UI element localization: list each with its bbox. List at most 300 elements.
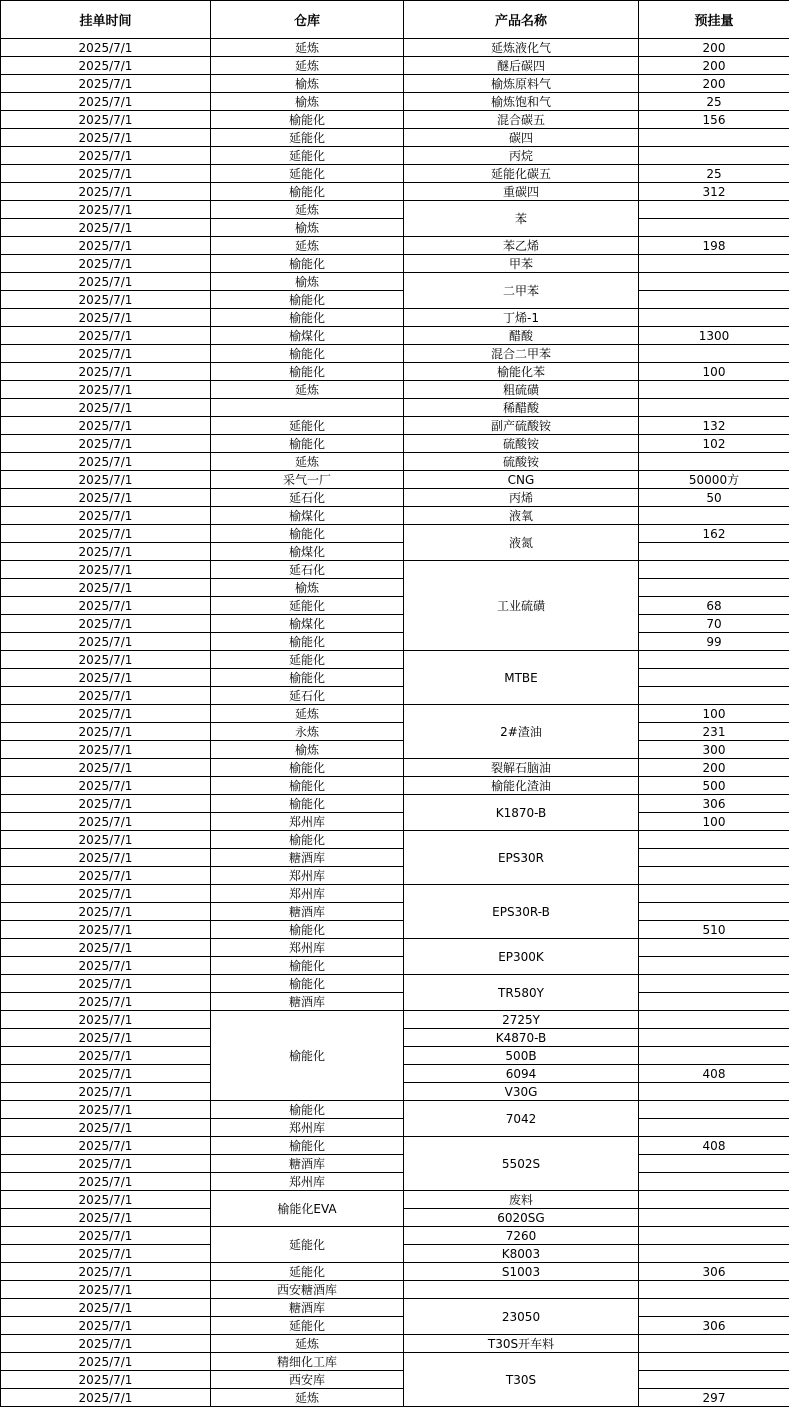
quantity-cell — [639, 1047, 789, 1065]
quantity-cell — [639, 1227, 789, 1245]
date-cell: 2025/7/1 — [1, 741, 211, 759]
warehouse-cell: 延能化 — [211, 417, 404, 435]
table-row — [1, 417, 789, 435]
table-row — [1, 165, 789, 183]
quantity-cell — [639, 291, 789, 309]
warehouse-cell: 榆炼 — [211, 579, 404, 597]
date-cell: 2025/7/1 — [1, 435, 211, 453]
table-row — [1, 597, 789, 615]
warehouse-cell: 榆能化 — [211, 183, 404, 201]
warehouse-cell: 延炼 — [211, 201, 404, 219]
warehouse-cell: 永炼 — [211, 723, 404, 741]
date-cell: 2025/7/1 — [1, 1209, 211, 1227]
warehouse-cell: 延能化 — [211, 1227, 404, 1263]
warehouse-cell: 延能化 — [211, 165, 404, 183]
table-row — [1, 471, 789, 489]
product-cell: K1870-B — [404, 795, 639, 831]
warehouse-cell: 糖酒库 — [211, 1299, 404, 1317]
quantity-cell: 162 — [639, 525, 789, 543]
quantity-cell: 306 — [639, 795, 789, 813]
date-cell: 2025/7/1 — [1, 1047, 211, 1065]
table-row — [1, 1011, 789, 1029]
date-cell: 2025/7/1 — [1, 867, 211, 885]
warehouse-cell: 榆能化 — [211, 1137, 404, 1155]
table-row — [1, 759, 789, 777]
warehouse-cell: 榆能化 — [211, 669, 404, 687]
warehouse-cell: 郑州库 — [211, 1173, 404, 1191]
quantity-cell — [639, 1173, 789, 1191]
warehouse-cell: 糖酒库 — [211, 1155, 404, 1173]
quantity-cell — [639, 201, 789, 219]
product-cell: 醋酸 — [404, 327, 639, 345]
quantity-cell — [639, 867, 789, 885]
warehouse-cell: 榆能化 — [211, 975, 404, 993]
date-cell: 2025/7/1 — [1, 1227, 211, 1245]
date-cell: 2025/7/1 — [1, 291, 211, 309]
quantity-cell — [639, 993, 789, 1011]
table-row — [1, 507, 789, 525]
product-cell: EP300K — [404, 939, 639, 975]
date-cell: 2025/7/1 — [1, 1173, 211, 1191]
table-row — [1, 111, 789, 129]
table-row — [1, 1173, 789, 1191]
warehouse-cell: 榆能化EVA — [211, 1191, 404, 1227]
warehouse-cell: 延炼 — [211, 1389, 404, 1407]
table-row — [1, 1299, 789, 1317]
table-row — [1, 957, 789, 975]
quantity-cell: 1300 — [639, 327, 789, 345]
warehouse-cell: 延能化 — [211, 129, 404, 147]
table-row — [1, 75, 789, 93]
warehouse-cell: 榆能化 — [211, 1011, 404, 1101]
product-cell: 延能化碳五 — [404, 165, 639, 183]
table-row — [1, 345, 789, 363]
warehouse-cell: 榆煤化 — [211, 615, 404, 633]
date-cell: 2025/7/1 — [1, 75, 211, 93]
date-cell: 2025/7/1 — [1, 831, 211, 849]
header-quantity: 预挂量 — [639, 1, 789, 39]
table-row — [1, 1119, 789, 1137]
table-row — [1, 489, 789, 507]
quantity-cell — [639, 1011, 789, 1029]
product-cell: K8003 — [404, 1245, 639, 1263]
warehouse-cell: 郑州库 — [211, 885, 404, 903]
table-row — [1, 237, 789, 255]
warehouse-cell: 榆能化 — [211, 795, 404, 813]
table-row — [1, 39, 789, 57]
quantity-cell: 100 — [639, 705, 789, 723]
warehouse-cell: 榆能化 — [211, 777, 404, 795]
product-cell: 裂解石脑油 — [404, 759, 639, 777]
date-cell: 2025/7/1 — [1, 273, 211, 291]
product-cell: 7042 — [404, 1101, 639, 1137]
date-cell: 2025/7/1 — [1, 1065, 211, 1083]
product-cell: 500B — [404, 1047, 639, 1065]
warehouse-cell: 榆能化 — [211, 309, 404, 327]
quantity-cell: 99 — [639, 633, 789, 651]
table-row — [1, 1137, 789, 1155]
quantity-cell — [639, 1029, 789, 1047]
table-row — [1, 1371, 789, 1389]
table-row — [1, 579, 789, 597]
warehouse-cell: 榆能化 — [211, 111, 404, 129]
date-cell: 2025/7/1 — [1, 327, 211, 345]
date-cell: 2025/7/1 — [1, 1137, 211, 1155]
date-cell: 2025/7/1 — [1, 1083, 211, 1101]
date-cell: 2025/7/1 — [1, 57, 211, 75]
product-cell: 液氮 — [404, 525, 639, 561]
warehouse-cell: 榆能化 — [211, 345, 404, 363]
warehouse-cell: 郑州库 — [211, 1119, 404, 1137]
table-row — [1, 633, 789, 651]
table-row — [1, 93, 789, 111]
warehouse-cell: 延石化 — [211, 687, 404, 705]
quantity-cell — [639, 903, 789, 921]
product-cell: 苯 — [404, 201, 639, 237]
quantity-cell — [639, 1353, 789, 1371]
table-row — [1, 273, 789, 291]
quantity-cell — [639, 1101, 789, 1119]
date-cell: 2025/7/1 — [1, 1317, 211, 1335]
product-cell: 2725Y — [404, 1011, 639, 1029]
date-cell: 2025/7/1 — [1, 777, 211, 795]
date-cell: 2025/7/1 — [1, 93, 211, 111]
product-cell: 榆炼原料气 — [404, 75, 639, 93]
quantity-cell — [639, 399, 789, 417]
quantity-cell — [639, 1335, 789, 1353]
product-cell: 6020SG — [404, 1209, 639, 1227]
date-cell: 2025/7/1 — [1, 1011, 211, 1029]
product-cell: 2#渣油 — [404, 705, 639, 759]
quantity-cell: 312 — [639, 183, 789, 201]
product-cell: 稀醋酸 — [404, 399, 639, 417]
warehouse-cell: 延炼 — [211, 39, 404, 57]
warehouse-cell: 榆能化 — [211, 1101, 404, 1119]
date-cell: 2025/7/1 — [1, 993, 211, 1011]
table-row — [1, 1155, 789, 1173]
date-cell: 2025/7/1 — [1, 1335, 211, 1353]
warehouse-cell: 郑州库 — [211, 939, 404, 957]
date-cell: 2025/7/1 — [1, 1263, 211, 1281]
header-product: 产品名称 — [404, 1, 639, 39]
date-cell: 2025/7/1 — [1, 1371, 211, 1389]
warehouse-cell: 西安糖酒库 — [211, 1281, 404, 1299]
date-cell: 2025/7/1 — [1, 219, 211, 237]
date-cell: 2025/7/1 — [1, 363, 211, 381]
table-row — [1, 1101, 789, 1119]
quantity-cell: 408 — [639, 1065, 789, 1083]
date-cell: 2025/7/1 — [1, 813, 211, 831]
warehouse-cell: 郑州库 — [211, 813, 404, 831]
product-cell: 碳四 — [404, 129, 639, 147]
table-row — [1, 723, 789, 741]
warehouse-cell: 延炼 — [211, 381, 404, 399]
warehouse-cell: 延炼 — [211, 705, 404, 723]
date-cell: 2025/7/1 — [1, 489, 211, 507]
quantity-cell — [639, 345, 789, 363]
warehouse-cell: 榆炼 — [211, 273, 404, 291]
date-cell: 2025/7/1 — [1, 669, 211, 687]
table-row — [1, 57, 789, 75]
product-cell: V30G — [404, 1083, 639, 1101]
quantity-cell: 50000方 — [639, 471, 789, 489]
quantity-cell — [639, 651, 789, 669]
table-row — [1, 1353, 789, 1371]
product-cell: 榆能化渣油 — [404, 777, 639, 795]
date-cell: 2025/7/1 — [1, 129, 211, 147]
table-row — [1, 1335, 789, 1353]
quantity-cell — [639, 1281, 789, 1299]
date-cell: 2025/7/1 — [1, 1281, 211, 1299]
warehouse-cell: 精细化工库 — [211, 1353, 404, 1371]
product-cell: 甲苯 — [404, 255, 639, 273]
quantity-cell — [639, 687, 789, 705]
product-cell: 醚后碳四 — [404, 57, 639, 75]
product-cell: 粗硫磺 — [404, 381, 639, 399]
table-row — [1, 453, 789, 471]
quantity-cell: 297 — [639, 1389, 789, 1407]
product-cell: 丁烯-1 — [404, 309, 639, 327]
warehouse-cell: 榆能化 — [211, 633, 404, 651]
table-row — [1, 561, 789, 579]
date-cell: 2025/7/1 — [1, 471, 211, 489]
date-cell: 2025/7/1 — [1, 615, 211, 633]
table-row — [1, 543, 789, 561]
product-cell: 混合二甲苯 — [404, 345, 639, 363]
product-cell: T30S — [404, 1353, 639, 1407]
date-cell: 2025/7/1 — [1, 705, 211, 723]
quantity-cell — [639, 309, 789, 327]
table-row — [1, 1281, 789, 1299]
date-cell: 2025/7/1 — [1, 561, 211, 579]
quantity-cell — [639, 381, 789, 399]
warehouse-cell: 延炼 — [211, 57, 404, 75]
date-cell: 2025/7/1 — [1, 723, 211, 741]
product-cell: EPS30R-B — [404, 885, 639, 939]
date-cell: 2025/7/1 — [1, 651, 211, 669]
table-row — [1, 831, 789, 849]
quantity-cell — [639, 543, 789, 561]
quantity-cell — [639, 129, 789, 147]
warehouse-cell: 延能化 — [211, 1263, 404, 1281]
date-cell: 2025/7/1 — [1, 237, 211, 255]
quantity-cell: 25 — [639, 165, 789, 183]
date-cell: 2025/7/1 — [1, 1299, 211, 1317]
date-cell: 2025/7/1 — [1, 1119, 211, 1137]
table-row — [1, 705, 789, 723]
warehouse-cell: 榆能化 — [211, 363, 404, 381]
date-cell: 2025/7/1 — [1, 921, 211, 939]
warehouse-cell: 榆能化 — [211, 921, 404, 939]
date-cell: 2025/7/1 — [1, 795, 211, 813]
table-row — [1, 669, 789, 687]
quantity-cell: 156 — [639, 111, 789, 129]
quantity-cell — [639, 849, 789, 867]
date-cell: 2025/7/1 — [1, 1029, 211, 1047]
product-cell: 重碳四 — [404, 183, 639, 201]
quantity-cell — [639, 939, 789, 957]
quantity-cell — [639, 669, 789, 687]
table-row — [1, 1227, 789, 1245]
quantity-cell — [639, 975, 789, 993]
quantity-cell: 132 — [639, 417, 789, 435]
table-row — [1, 849, 789, 867]
product-cell: 丙烷 — [404, 147, 639, 165]
date-cell: 2025/7/1 — [1, 111, 211, 129]
date-cell: 2025/7/1 — [1, 381, 211, 399]
date-cell: 2025/7/1 — [1, 165, 211, 183]
date-cell: 2025/7/1 — [1, 1191, 211, 1209]
product-cell: 23050 — [404, 1299, 639, 1335]
quantity-cell — [639, 1245, 789, 1263]
table-row — [1, 777, 789, 795]
date-cell: 2025/7/1 — [1, 255, 211, 273]
warehouse-cell: 榆能化 — [211, 435, 404, 453]
table-row — [1, 255, 789, 273]
product-cell: 二甲苯 — [404, 273, 639, 309]
warehouse-cell: 延能化 — [211, 1317, 404, 1335]
product-cell: 硫酸铵 — [404, 435, 639, 453]
date-cell: 2025/7/1 — [1, 183, 211, 201]
product-cell: 榆能化苯 — [404, 363, 639, 381]
quantity-cell — [639, 219, 789, 237]
warehouse-cell: 采气一厂 — [211, 471, 404, 489]
quantity-cell — [639, 147, 789, 165]
product-cell: MTBE — [404, 651, 639, 705]
quantity-cell: 231 — [639, 723, 789, 741]
table-row — [1, 309, 789, 327]
date-cell: 2025/7/1 — [1, 399, 211, 417]
quantity-cell: 500 — [639, 777, 789, 795]
warehouse-cell: 榆能化 — [211, 831, 404, 849]
table-row — [1, 921, 789, 939]
warehouse-cell: 延能化 — [211, 147, 404, 165]
date-cell: 2025/7/1 — [1, 201, 211, 219]
table-row — [1, 885, 789, 903]
date-cell: 2025/7/1 — [1, 939, 211, 957]
warehouse-cell: 榆炼 — [211, 75, 404, 93]
quantity-cell: 102 — [639, 435, 789, 453]
warehouse-cell: 榆煤化 — [211, 507, 404, 525]
date-cell: 2025/7/1 — [1, 1389, 211, 1407]
quantity-cell: 100 — [639, 363, 789, 381]
table-row — [1, 1191, 789, 1209]
date-cell: 2025/7/1 — [1, 453, 211, 471]
table-row — [1, 939, 789, 957]
product-cell — [404, 1281, 639, 1299]
table-row — [1, 687, 789, 705]
table-row — [1, 975, 789, 993]
date-cell: 2025/7/1 — [1, 543, 211, 561]
quantity-cell — [639, 1083, 789, 1101]
quantity-cell — [639, 885, 789, 903]
table-row — [1, 129, 789, 147]
quantity-cell: 100 — [639, 813, 789, 831]
header-date: 挂单时间 — [1, 1, 211, 39]
warehouse-cell: 延能化 — [211, 597, 404, 615]
date-cell: 2025/7/1 — [1, 633, 211, 651]
warehouse-cell — [211, 399, 404, 417]
date-cell: 2025/7/1 — [1, 957, 211, 975]
quantity-cell — [639, 561, 789, 579]
product-cell: 副产硫酸铵 — [404, 417, 639, 435]
quantity-cell: 200 — [639, 759, 789, 777]
product-cell: 7260 — [404, 1227, 639, 1245]
date-cell: 2025/7/1 — [1, 1353, 211, 1371]
product-cell: CNG — [404, 471, 639, 489]
quantity-cell — [639, 1371, 789, 1389]
date-cell: 2025/7/1 — [1, 903, 211, 921]
warehouse-cell: 榆炼 — [211, 741, 404, 759]
quantity-cell: 200 — [639, 57, 789, 75]
product-cell: T30S开车料 — [404, 1335, 639, 1353]
table-row — [1, 903, 789, 921]
table-row — [1, 183, 789, 201]
warehouse-cell: 延炼 — [211, 1335, 404, 1353]
product-cell: 工业硫磺 — [404, 561, 639, 651]
product-cell: 废料 — [404, 1191, 639, 1209]
quantity-cell: 25 — [639, 93, 789, 111]
table-row — [1, 1389, 789, 1407]
quantity-cell: 70 — [639, 615, 789, 633]
date-cell: 2025/7/1 — [1, 975, 211, 993]
product-cell: TR580Y — [404, 975, 639, 1011]
quantity-cell — [639, 507, 789, 525]
warehouse-cell: 延炼 — [211, 453, 404, 471]
warehouse-cell: 榆炼 — [211, 93, 404, 111]
warehouse-cell: 延炼 — [211, 237, 404, 255]
table-row — [1, 867, 789, 885]
table-row — [1, 795, 789, 813]
quantity-cell — [639, 1209, 789, 1227]
product-cell: 硫酸铵 — [404, 453, 639, 471]
quantity-cell — [639, 579, 789, 597]
table-row — [1, 741, 789, 759]
warehouse-cell: 延能化 — [211, 651, 404, 669]
quantity-cell: 306 — [639, 1263, 789, 1281]
product-cell: 5502S — [404, 1137, 639, 1191]
quantity-cell: 50 — [639, 489, 789, 507]
table-row — [1, 381, 789, 399]
table-row — [1, 435, 789, 453]
date-cell: 2025/7/1 — [1, 1101, 211, 1119]
table-row — [1, 651, 789, 669]
warehouse-cell: 榆能化 — [211, 255, 404, 273]
warehouse-cell: 榆炼 — [211, 219, 404, 237]
table-row — [1, 525, 789, 543]
product-cell: 延炼液化气 — [404, 39, 639, 57]
quantity-cell: 198 — [639, 237, 789, 255]
quantity-cell: 306 — [639, 1317, 789, 1335]
quantity-cell: 510 — [639, 921, 789, 939]
warehouse-cell: 榆能化 — [211, 759, 404, 777]
table-row — [1, 1317, 789, 1335]
quantity-cell: 200 — [639, 39, 789, 57]
quantity-cell — [639, 1191, 789, 1209]
table-row — [1, 615, 789, 633]
quantity-cell — [639, 957, 789, 975]
table-body — [1, 39, 789, 1407]
date-cell: 2025/7/1 — [1, 147, 211, 165]
date-cell: 2025/7/1 — [1, 597, 211, 615]
date-cell: 2025/7/1 — [1, 687, 211, 705]
date-cell: 2025/7/1 — [1, 759, 211, 777]
product-cell: 榆炼饱和气 — [404, 93, 639, 111]
table-row — [1, 399, 789, 417]
product-cell: 丙烯 — [404, 489, 639, 507]
warehouse-cell: 榆煤化 — [211, 327, 404, 345]
warehouse-cell: 糖酒库 — [211, 993, 404, 1011]
